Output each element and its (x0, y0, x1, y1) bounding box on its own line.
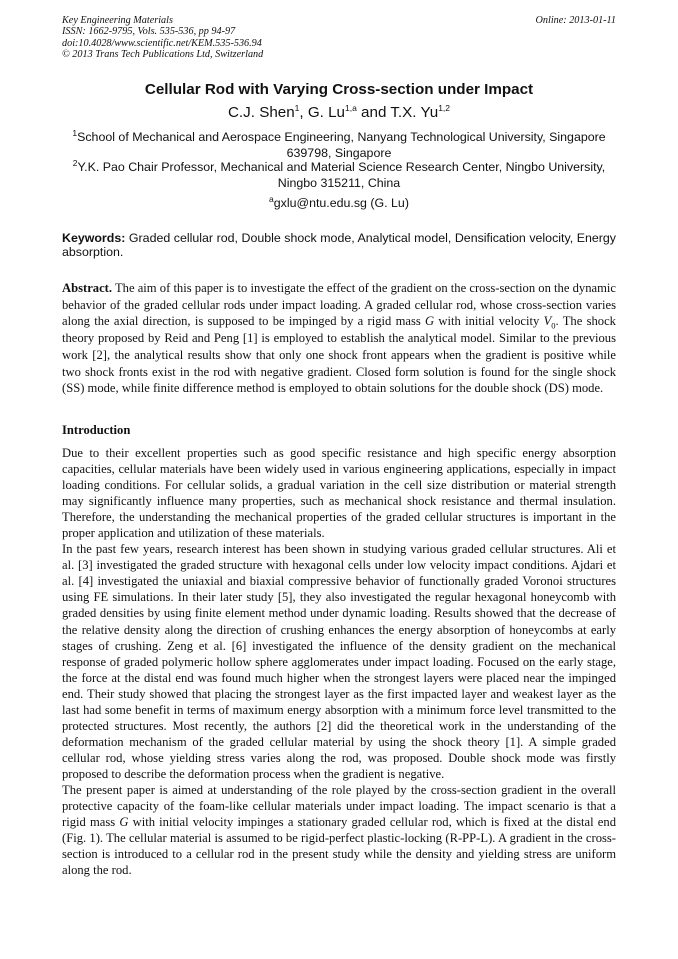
author-name: C.J. Shen (227, 104, 295, 121)
doi-line: doi:10.4028/www.scientific.net/KEM.535-536.94 (62, 37, 262, 49)
email-mark: a (269, 193, 274, 204)
affiliation-text: Y.K. Pao Chair Professor, Mechanical and Material Science Research Center, Ningbo University, Ningbo 315211, China (77, 160, 606, 190)
abstract-subscript: 0 (551, 320, 556, 331)
journal-header (62, 15, 616, 61)
body-paragraph (62, 782, 616, 878)
abstract-text: . The shock theory proposed by Reid and Peng [1] is employed to establish the analytical model. Similar to the previous work [2], the analytical results show that only one shock front appears when the gradient is positive while two shock fronts exist in the rod with negative gradient. Closed form solution is found for the single shock (SS) mode, while finite difference method is employed to obtain solutions for the double shock (DS) mode. (62, 314, 616, 396)
paragraph-text: The present paper is aimed at understanding of the role played by the cross-section gradient in the overall protective capacity of the foam-like cellular materials under impact loading. The impact scenario is that a rigid mass (62, 782, 616, 830)
online-date: Online: 2013-01-11 (535, 15, 616, 26)
copyright-line: © 2013 Trans Tech Publications Ltd, Switzerland (62, 49, 264, 61)
author-affiliation-mark: 1,2 (438, 102, 451, 113)
abstract-text: The aim of this paper is to investigate the effect of the gradient on the cross-section on the dynamic behavior of the graded cellular rods under impact loading. A graded cellular rod, whose cross-section varies along the axial direction, is supposed to be impinged by a rigid mass (62, 281, 616, 329)
paragraph-text: with initial velocity impinges a stationary graded cellular rod, which is fixed at the distal end (Fig. 1). The cellular material is assumed to be rigid-perfect plastic-locking (R-PP-L). A gradient in the cross-section is introduced to a cellular rod in the present study while the density and yielding stress are uniform along the rod. (62, 815, 616, 878)
keywords-label: Keywords: (62, 231, 126, 245)
body-paragraph: In the past few years, research interest has been shown in studying various graded cellular structures. Ali et al. [3] investigated the graded structure with hexagonal cells under low velocity impact conditions. Ajdari et al. [4] investigated the uniaxial and biaxial compressive behavior of functionally graded Voronoi structures using FE simulations. In their later study [5], they also investigated the regular hexagonal honeycomb with graded densities by using finite element method under dynamic loading. Results showed that the decrease of the relative density along the direction of crushing enhances the energy absorption of honeycombs at early stages of crushing. Zeng et al. [6] investigated the influence of the density gradient on the mechanical response of graded polymeric hollow sphere agglomerates under impact loading. Focused on the early stage, the force at the distal end was found much higher when the strongest layers were placed near the impinged end. Their study showed that placing the strongest layer as the first impacted layer and weakest layer as the last had some benefit in terms of maximum energy absorption with a minimum force level transmitted to the protected structures. Most recently, the authors [2] did the theoretical work in the understanding of the deformation mechanism of the graded cellular material by using the shock theory [1]. A simple graded cellular rod, whose yielding stress varies along the rod, was proposed. Double shock mode was firstly proposed to describe the deformation process when the gradient is negative. (62, 542, 616, 781)
abstract-symbol: G (425, 314, 435, 329)
abstract-symbol: V (543, 314, 552, 329)
paragraph-symbol: G (119, 815, 129, 830)
author-name: and T.X. Yu (356, 104, 439, 121)
affiliation-text: School of Mechanical and Aerospace Engineering, Nanyang Technological University, Singapore 639798, Singapore (77, 130, 606, 160)
author-affiliation-mark: 1,a (345, 102, 357, 113)
abstract (62, 280, 616, 397)
body-paragraph: Due to their excellent properties such as good specific resistance and high specific energy absorption capacities, cellular materials have been widely used in various engineering applications, especially in impact loading conditions. For cellular solids, a gradual variation in the cell size distribution or material strength may significantly influence many properties, such as mechanical shock resistance and thermal insulation. Therefore, the understanding the mechanical properties of the graded cellular structures is important in the proper application and utilization of these materials. (62, 446, 616, 541)
affiliation-mark: 1 (72, 127, 78, 138)
author-list (62, 103, 616, 123)
keywords (62, 232, 616, 259)
author-name: , G. Lu (299, 104, 345, 121)
affiliation-1 (62, 127, 616, 161)
affiliation-mark: 2 (72, 157, 78, 168)
affiliation-2 (62, 157, 616, 191)
keywords-text: Graded cellular rod, Double shock mode, Analytical model, Densification velocity, Energy absorption. (62, 231, 616, 259)
section-heading: Introduction (62, 423, 131, 437)
email-text: gxlu@ntu.edu.sg (G. Lu) (273, 196, 409, 210)
author-affiliation-mark: 1 (294, 102, 300, 113)
abstract-label: Abstract. (62, 281, 113, 295)
contact-email (62, 193, 616, 211)
journal-name: Key Engineering Materials (62, 15, 173, 26)
paper-title: Cellular Rod with Varying Cross-section under Impact (144, 81, 534, 98)
introduction-body (62, 445, 616, 878)
abstract-text: with initial velocity (434, 314, 544, 329)
issn-line: ISSN: 1662-9795, Vols. 535-536, pp 94-97 (62, 26, 236, 38)
